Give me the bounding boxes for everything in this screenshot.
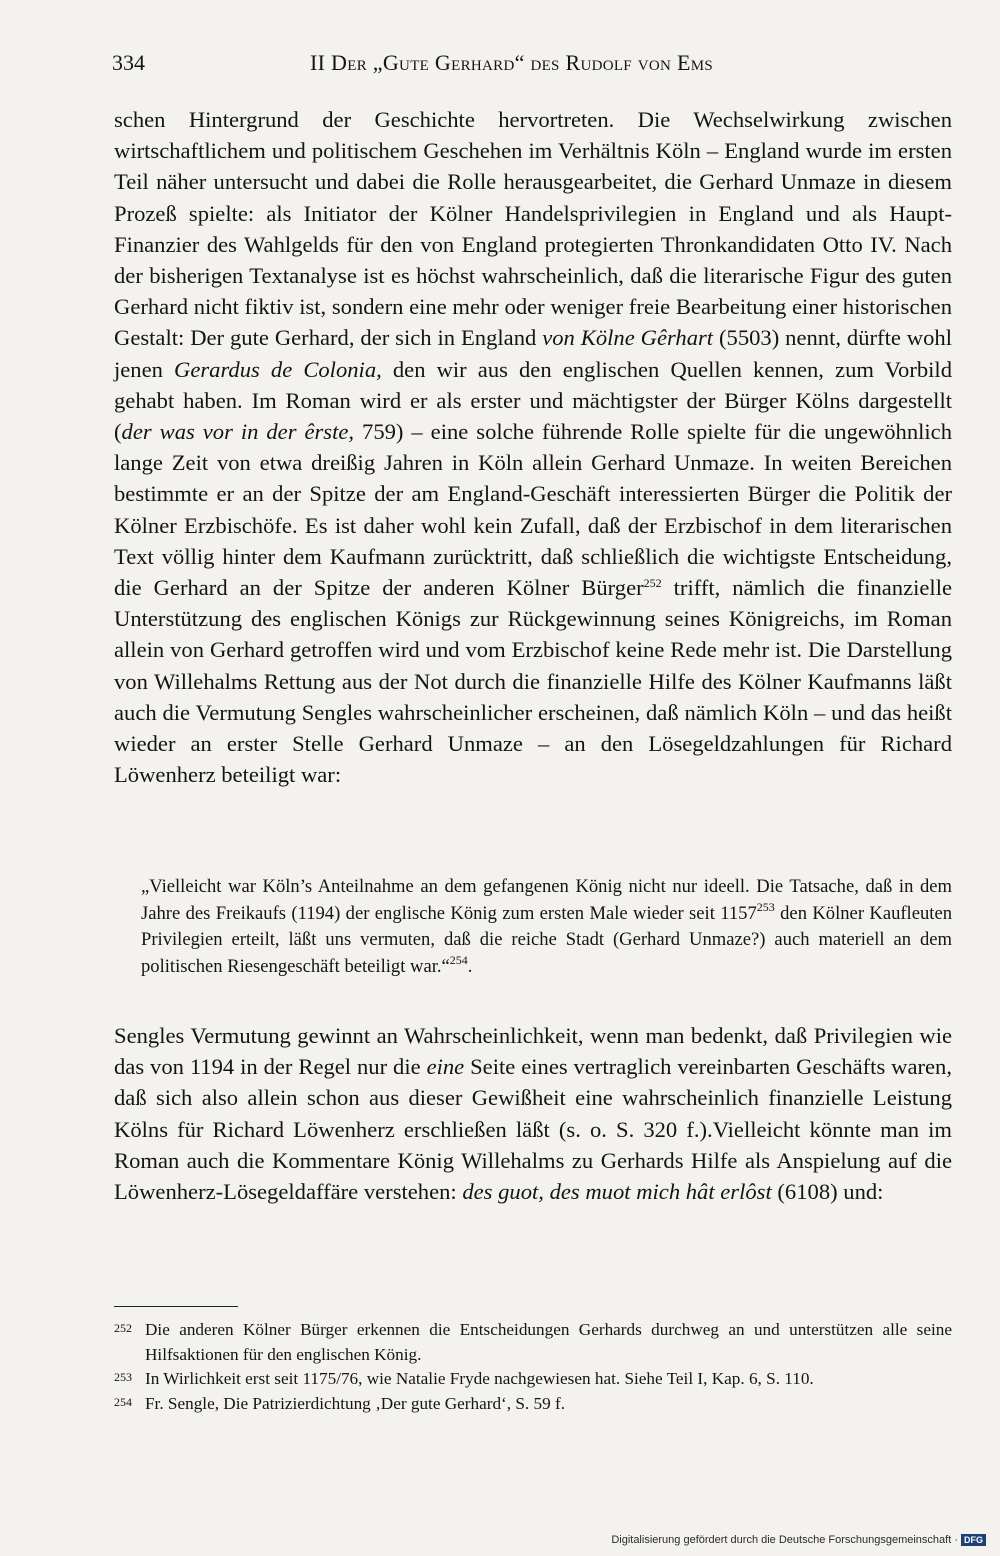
- text-run: Seite eines vertraglich vereinbarten Geschäfts waren, daß sich also allein schon aus dieser Gewißheit eine wahrscheinlich finanzielle Leistung Kölns für Richard Löwenherz erschließen läßt (s. o. S. 320 f.).Vielleicht könnte man im Roman auch die Kommentare König Willehalms zu Gerhards Hilfe als Anspielung auf die Löwenherz-Lösegeldaffäre verstehen:: [114, 1054, 952, 1205]
- footnote-ref: 254: [449, 952, 468, 967]
- text-run: den Kölner Kaufleuten Privilegien erteilt, läßt uns vermuten, daß die reiche Stadt (Gerhard Unmaze?) auch materiell an dem politischen Riesengeschäft beteiligt war.“: [141, 902, 952, 977]
- paragraph-2: [114, 1020, 952, 1207]
- digitization-credit: [611, 1534, 986, 1546]
- footnote-number: 252: [114, 1321, 132, 1335]
- footnote: [114, 1367, 952, 1392]
- page-header: [112, 50, 952, 84]
- footnote-text: In Wirlichkeit erst seit 1175/76, wie Natalie Fryde nachgewiesen hat. Siehe Teil I, Kap. 6, S. 110.: [145, 1369, 814, 1389]
- footnote-text: Die anderen Kölner Bürger erkennen die Entscheidungen Gerhards durchweg an und unterstützen alle seine Hilfsaktionen für den englischen König.: [145, 1320, 952, 1364]
- italic-quote: des guot, des muot mich hât erlôst: [462, 1179, 772, 1205]
- italic-quote: von Kölne Gêrhart: [542, 325, 714, 351]
- footnote-ref: 253: [756, 899, 775, 914]
- footnote: [114, 1392, 952, 1417]
- text-run: 759) – eine solche führende Rolle spielte für die ungewöhnlich lange Zeit von etwa dreißig Jahren in Köln allein Gerhard Unmaze. In weiten Bereichen bestimmte er an der Spitze der am England-Geschäft interessierten Bürger die Politik der Kölner Erzbischöfe. Es ist daher wohl kein Zufall, daß der Erzbischof in dem literarischen Text völlig hinter dem Kaufmann zurücktritt, daß schließlich die wichtigste Entscheidung, die Gerhard an der Spitze der anderen Kölner Bürger: [114, 419, 952, 601]
- italic-quote: Gerardus de Colonia,: [174, 356, 382, 382]
- text-run: (6108) und:: [771, 1179, 884, 1205]
- footnote-number: 253: [114, 1370, 132, 1385]
- text-run: .: [467, 955, 473, 977]
- footnote-ref: 252: [643, 576, 662, 591]
- dfg-logo: DFG: [961, 1534, 986, 1546]
- running-title: II Der „Gute Gerhard“ des Rudolf von Ems: [310, 50, 713, 75]
- block-quote: [141, 874, 952, 980]
- footnote: [114, 1318, 952, 1367]
- italic-emphasis: eine: [426, 1054, 465, 1080]
- credit-text: Digitalisierung gefördert durch die Deutsche Forschungsgemeinschaft ·: [611, 1534, 958, 1546]
- italic-quote: der was vor in der êrste,: [121, 419, 355, 445]
- footnote-number: 254: [114, 1394, 132, 1409]
- text-run: (5503) nennt, dürfte wohl jenen: [114, 325, 952, 382]
- text-run: den wir aus den englischen Quellen kennen, zum Vorbild gehabt haben. Im Roman wird er als erster und mächtigster der Bürger Kölns dargestellt (: [114, 356, 952, 445]
- text-run: schen Hintergrund der Geschichte hervortreten. Die Wechselwirkung zwischen wirtschaftlichem und politischem Geschehen im Verhältnis Köln – England wurde im ersten Teil näher untersucht und dabei die Rolle herausgearbeitet, die Gerhard Unmaze in diesem Prozeß spielte: als Initiator der Kölner Handelsprivilegien in England und als Haupt-Finanzier des Wahlgelds für den von England protegierten Thronkandidaten Otto IV. Nach der bisherigen Textanalyse ist es höchst wahrscheinlich, daß die literarische Figur des guten Gerhard nicht fiktiv ist, sondern eine mehr oder weniger freie Bearbeitung einer historischen Gestalt: Der gute Gerhard, der sich in England: [114, 107, 952, 351]
- footnote-divider: [114, 1306, 238, 1307]
- paragraph-1: [114, 104, 952, 790]
- text-run: Sengles Vermutung gewinnt an Wahrscheinlichkeit, wenn man bedenkt, daß Privilegien wie das von 1194 in der Regel nur die: [114, 1023, 952, 1080]
- footnote-text: Fr. Sengle, Die Patrizierdichtung ‚Der gute Gerhard‘, S. 59 f.: [145, 1393, 566, 1413]
- footnotes: [114, 1318, 952, 1416]
- page-number: 334: [112, 50, 145, 75]
- text-run: „Vielleicht war Köln’s Anteilnahme an dem gefangenen König nicht nur ideell. Die Tatsache, daß in dem Jahre des Freikaufs (1194) der englische König zum ersten Male wieder seit 1157: [141, 876, 952, 924]
- text-run: trifft, nämlich die finanzielle Unterstützung des englischen Königs zur Rückgewinnung seines Königreichs, im Roman allein von Gerhard getroffen wird und vom Erzbischof keine Rede mehr ist. Die Darstellung von Willehalms Rettung aus der Not durch die finanzielle Hilfe des Kölner Kaufmanns läßt auch die Vermutung Sengles wahrscheinlicher erscheinen, daß nämlich Köln – und das heißt wieder an erster Stelle Gerhard Unmaze – an den Lösegeldzahlungen für Richard Löwenherz beteiligt war:: [114, 575, 952, 788]
